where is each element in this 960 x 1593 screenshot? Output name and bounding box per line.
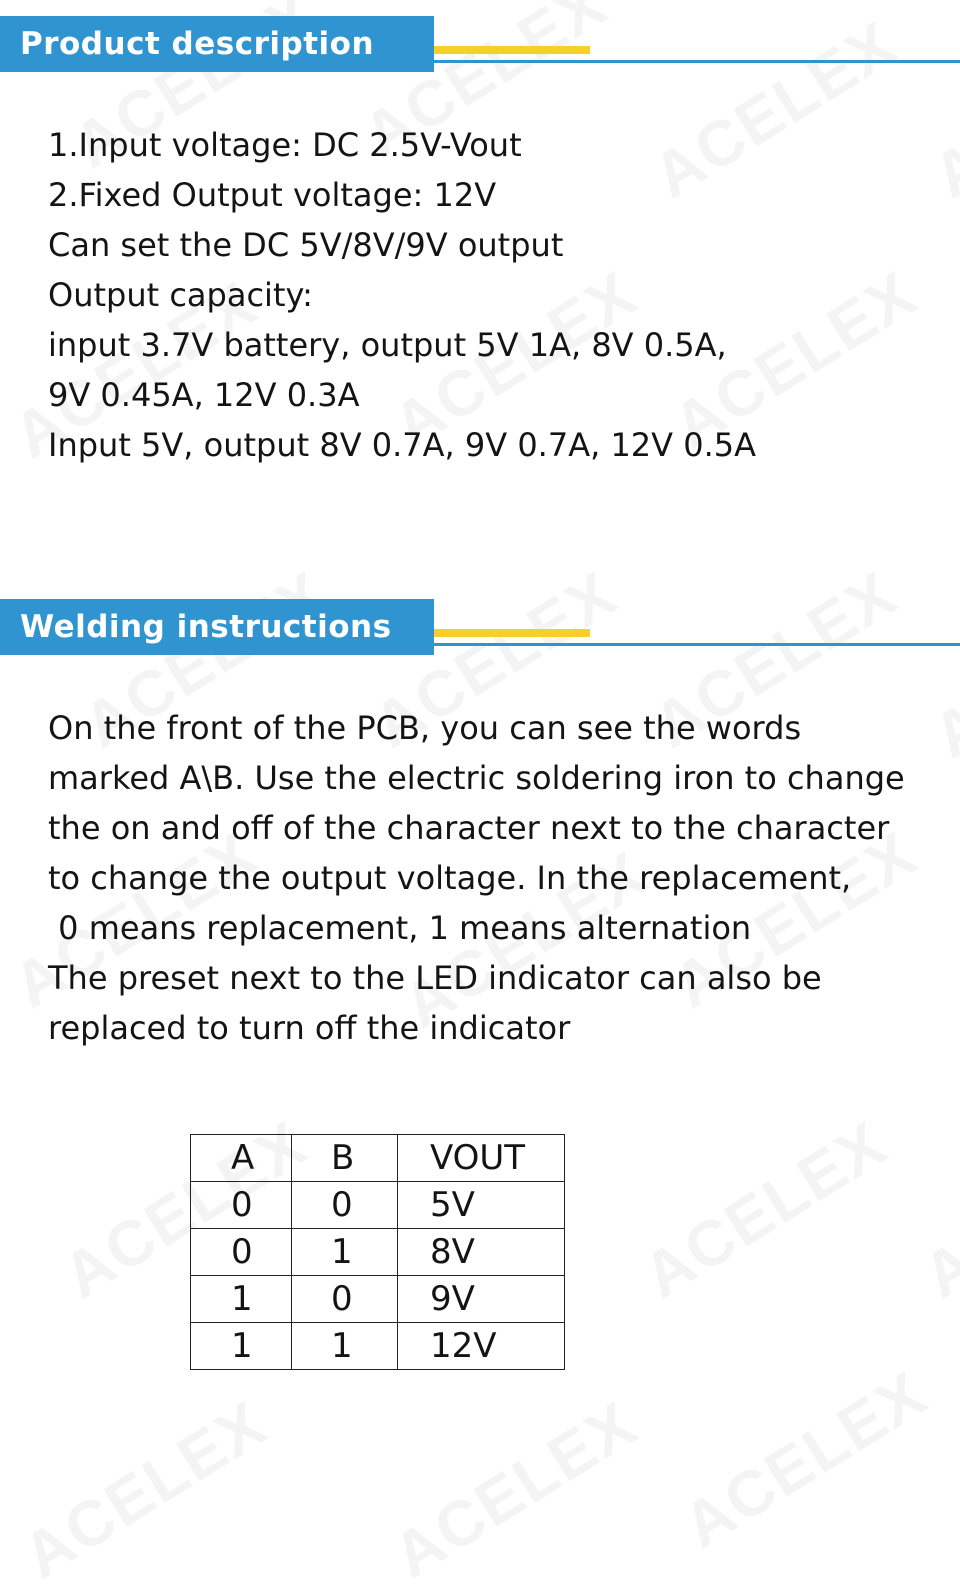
table-row: [191, 1323, 565, 1370]
instruction-line: the on and off of the character next to the character: [48, 809, 890, 847]
voltage-selection-table: [190, 1134, 565, 1370]
cell-vout: 8V: [398, 1229, 565, 1276]
header-rule: [434, 60, 960, 63]
cell-vout: 5V: [398, 1182, 565, 1229]
spec-line: Can set the DC 5V/8V/9V output: [48, 226, 564, 264]
watermark-text: [920, 566, 960, 773]
cell-b: 0: [292, 1182, 398, 1229]
spec-line: input 3.7V battery, output 5V 1A, 8V 0.5A,: [48, 326, 727, 364]
header-rule: [434, 643, 960, 646]
cell-b: 1: [292, 1229, 398, 1276]
header-accent-bar: [434, 629, 590, 637]
cell-a: 1: [191, 1276, 292, 1323]
cell-a: 0: [191, 1229, 292, 1276]
cell-vout: 9V: [398, 1276, 565, 1323]
spec-line: Input 5V, output 8V 0.7A, 9V 0.7A, 12V 0.5A: [48, 426, 756, 464]
spec-line: 9V 0.45A, 12V 0.3A: [48, 376, 360, 414]
table-header-row: [191, 1135, 565, 1182]
table-row: [191, 1276, 565, 1323]
spec-line: Output capacity:: [48, 276, 313, 314]
cell-vout: 12V: [398, 1323, 565, 1370]
column-header-b: B: [292, 1135, 398, 1182]
instruction-line: to change the output voltage. In the replacement,: [48, 859, 852, 897]
header-accent-bar: [434, 46, 590, 54]
watermark-text: [630, 1106, 900, 1313]
watermark-text: [910, 1106, 960, 1313]
welding-instructions-header: [0, 599, 960, 657]
cell-a: 1: [191, 1323, 292, 1370]
instruction-line: On the front of the PCB, you can see the words: [48, 709, 802, 747]
cell-b: 1: [292, 1323, 398, 1370]
table-row: [191, 1229, 565, 1276]
product-description-title: Product description: [0, 16, 434, 72]
cell-a: 0: [191, 1182, 292, 1229]
watermark-text: [670, 1356, 940, 1563]
product-description-body: [48, 120, 756, 470]
table-row: [191, 1182, 565, 1229]
product-description-header: [0, 16, 960, 74]
cell-b: 0: [292, 1276, 398, 1323]
watermark-text: [380, 1386, 650, 1593]
welding-instructions-title: Welding instructions: [0, 599, 434, 655]
instruction-line: The preset next to the LED indicator can also be: [48, 959, 822, 997]
instruction-line: replaced to turn off the indicator: [48, 1009, 571, 1047]
instruction-line: 0 means replacement, 1 means alternation: [48, 909, 752, 947]
spec-line: 2.Fixed Output voltage: 12V: [48, 176, 497, 214]
instruction-line: marked A\B. Use the electric soldering iron to change: [48, 759, 905, 797]
column-header-a: A: [191, 1135, 292, 1182]
welding-instructions-body: [48, 703, 905, 1053]
column-header-vout: VOUT: [398, 1135, 565, 1182]
watermark-text: [10, 1386, 280, 1593]
spec-line: 1.Input voltage: DC 2.5V-Vout: [48, 126, 522, 164]
